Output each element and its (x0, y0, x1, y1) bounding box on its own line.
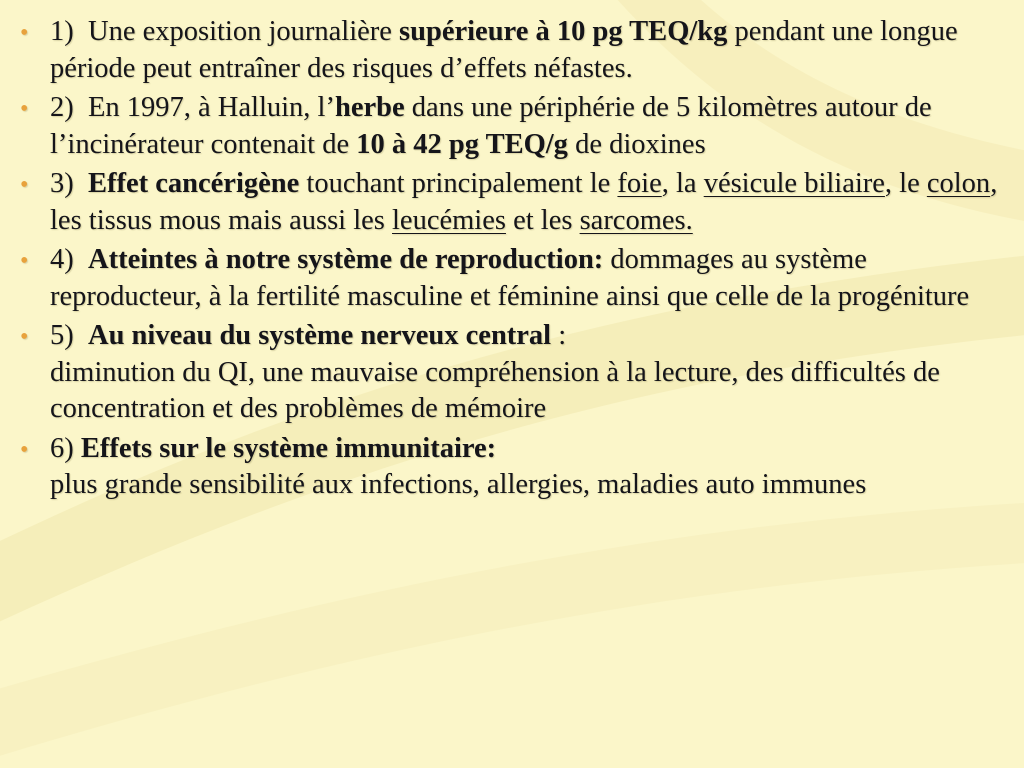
item-text: , la (661, 168, 704, 199)
item-text: dans une périphérie de 5 kilomètres autour de l’incinérateur contenait de (50, 92, 932, 160)
item-text: touchant principalement le (299, 168, 618, 199)
item-emphasis: herbe (334, 92, 405, 123)
item-text: , le (884, 168, 927, 199)
item-text: pendant une longue période peut entraîner des risques d’effets néfastes. (50, 16, 958, 84)
item-text: plus grande sensibilité aux infections, allergies, maladies auto immunes (50, 469, 867, 500)
item-text: et les (505, 204, 580, 236)
item-text: de dioxines (567, 128, 706, 160)
bullet-icon: • (20, 20, 29, 46)
list-item (18, 242, 1014, 315)
item-underlined: colon (926, 168, 991, 199)
list-item (18, 318, 1014, 428)
list-item (18, 14, 1014, 87)
bullet-icon: • (20, 324, 29, 350)
item-number: 5) (50, 320, 74, 351)
item-number: 6) (50, 432, 74, 464)
bullet-icon: • (20, 248, 29, 274)
item-underlined: leucémies (392, 204, 506, 236)
item-number: 1) (50, 16, 74, 47)
bullet-icon: • (20, 436, 29, 463)
item-number: 3) (50, 168, 74, 199)
item-underlined: sarcomes. (579, 204, 693, 236)
bullet-icon: • (20, 172, 29, 198)
item-emphasis: Atteintes à notre système de reproduction: (88, 244, 604, 275)
item-underlined: foie (617, 168, 662, 199)
list-item (18, 90, 1014, 163)
item-emphasis: Effets sur le système immunitaire: (80, 432, 497, 464)
item-text: , les tissus mous mais aussi les (50, 168, 998, 236)
list-item (18, 166, 1014, 239)
bullet-list (18, 14, 1014, 507)
item-underlined: vésicule biliaire (703, 168, 885, 199)
item-text: diminution du QI, une mauvaise compréhension à la lecture, des difficultés de concentration et des problèmes de mémoire (50, 356, 940, 424)
item-emphasis: 10 à 42 pg TEQ/g (356, 128, 568, 160)
item-emphasis: Au niveau du système nerveux central (88, 320, 552, 351)
item-number: 2) (50, 92, 74, 123)
item-emphasis: supérieure à 10 pg TEQ/kg (399, 16, 728, 47)
item-text: dommages au système reproducteur, à la fertilité masculine et féminine ainsi que celle de la progéniture (50, 244, 970, 312)
list-item (18, 431, 1014, 504)
item-number: 4) (50, 244, 74, 275)
bullet-icon: • (20, 96, 29, 122)
item-emphasis: Effet cancérigène (88, 168, 300, 199)
item-text: : (551, 320, 567, 351)
item-text: En 1997, à Halluin, l’ (88, 92, 335, 123)
item-text: Une exposition journalière (88, 16, 400, 47)
